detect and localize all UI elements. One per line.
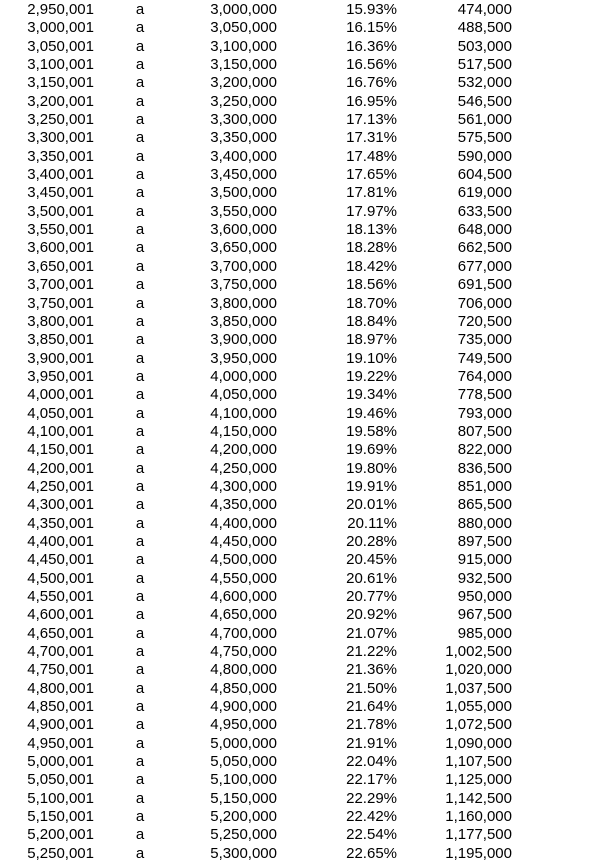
range-from-cell: 3,800,001 [27,312,94,330]
range-separator-cell: a [135,404,145,422]
range-from-cell: 3,450,001 [27,184,94,202]
rate-cell: 22.42% [346,808,397,826]
rate-cell: 18.28% [346,239,397,257]
table-row [0,111,594,129]
range-separator-cell: a [135,202,145,220]
range-to-cell: 5,000,000 [210,734,277,752]
range-separator-cell: a [135,624,145,642]
range-separator-cell: a [135,147,145,165]
range-separator-cell: a [135,294,145,312]
rate-cell: 21.91% [346,734,397,752]
range-to-cell: 4,650,000 [210,606,277,624]
range-separator-cell: a [135,661,145,679]
range-to-cell: 3,400,000 [210,147,277,165]
range-from-cell: 4,400,001 [27,532,94,550]
table-row [0,441,594,459]
rate-cell: 18.97% [346,331,397,349]
range-from-cell: 3,250,001 [27,111,94,129]
table-row [0,716,594,734]
rate-cell: 19.46% [346,404,397,422]
range-from-cell: 4,800,001 [27,679,94,697]
range-from-cell: 3,900,001 [27,349,94,367]
range-separator-cell: a [135,331,145,349]
range-from-cell: 4,000,001 [27,386,94,404]
range-to-cell: 4,600,000 [210,588,277,605]
table-row [0,405,594,423]
range-separator-cell: a [135,569,145,587]
range-separator-cell: a [135,477,145,495]
amount-cell: 822,000 [457,441,512,459]
range-separator-cell: a [135,1,145,18]
rate-cell: 16.76% [346,74,397,92]
rate-cell: 16.95% [346,92,397,110]
amount-cell: 1,090,000 [445,734,512,752]
range-separator-cell: a [135,367,145,385]
range-separator-cell: a [135,19,145,37]
rate-cell: 20.61% [346,569,397,587]
range-separator-cell: a [135,606,145,624]
rate-table [0,1,594,863]
table-row [0,331,594,349]
rate-cell: 21.07% [346,624,397,642]
rate-cell: 16.15% [346,19,397,37]
table-row [0,698,594,716]
range-separator-cell: a [135,422,145,440]
range-to-cell: 4,000,000 [210,367,277,385]
range-to-cell: 5,250,000 [210,826,277,844]
table-row [0,350,594,368]
table-row [0,845,594,863]
amount-cell: 561,000 [457,111,512,129]
rate-cell: 21.50% [346,679,397,697]
table-row [0,221,594,239]
amount-cell: 604,500 [457,166,512,184]
amount-cell: 1,072,500 [445,716,512,734]
table-row [0,1,594,19]
table-row [0,661,594,679]
range-separator-cell: a [135,643,145,661]
range-separator-cell: a [135,826,145,844]
range-to-cell: 4,900,000 [210,698,277,716]
range-separator-cell: a [135,844,145,862]
range-to-cell: 5,100,000 [210,771,277,789]
table-row [0,570,594,588]
range-separator-cell: a [135,386,145,404]
range-separator-cell: a [135,771,145,789]
amount-cell: 950,000 [457,588,512,605]
table-row [0,386,594,404]
table-row [0,313,594,331]
range-to-cell: 4,350,000 [210,496,277,514]
range-to-cell: 3,950,000 [210,349,277,367]
range-from-cell: 5,250,001 [27,844,94,862]
range-to-cell: 5,200,000 [210,808,277,826]
amount-cell: 1,020,000 [445,661,512,679]
range-to-cell: 4,700,000 [210,624,277,642]
range-separator-cell: a [135,698,145,716]
table-row [0,680,594,698]
range-from-cell: 4,050,001 [27,404,94,422]
amount-cell: 648,000 [457,221,512,239]
range-separator-cell: a [135,92,145,110]
range-from-cell: 4,750,001 [27,661,94,679]
range-from-cell: 5,150,001 [27,808,94,826]
amount-cell: 691,500 [457,276,512,294]
amount-cell: 793,000 [457,404,512,422]
range-to-cell: 3,550,000 [210,202,277,220]
range-to-cell: 4,950,000 [210,716,277,734]
range-from-cell: 5,050,001 [27,771,94,789]
rate-cell: 18.13% [346,221,397,239]
rate-cell: 19.22% [346,367,397,385]
range-to-cell: 3,350,000 [210,129,277,147]
range-from-cell: 4,600,001 [27,606,94,624]
range-separator-cell: a [135,276,145,294]
range-from-cell: 2,950,001 [27,1,94,18]
range-to-cell: 3,100,000 [210,37,277,55]
range-separator-cell: a [135,789,145,807]
rate-cell: 17.31% [346,129,397,147]
range-from-cell: 5,200,001 [27,826,94,844]
table-row [0,368,594,386]
range-to-cell: 4,450,000 [210,532,277,550]
range-separator-cell: a [135,166,145,184]
range-to-cell: 4,400,000 [210,514,277,532]
range-from-cell: 3,050,001 [27,37,94,55]
amount-cell: 633,500 [457,202,512,220]
range-from-cell: 4,700,001 [27,643,94,661]
rate-cell: 22.54% [346,826,397,844]
table-row [0,826,594,844]
rate-cell: 17.81% [346,184,397,202]
rate-cell: 22.29% [346,789,397,807]
table-row [0,74,594,92]
range-to-cell: 4,150,000 [210,422,277,440]
range-to-cell: 3,650,000 [210,239,277,257]
range-separator-cell: a [135,734,145,752]
range-from-cell: 4,900,001 [27,716,94,734]
amount-cell: 880,000 [457,514,512,532]
range-to-cell: 3,150,000 [210,56,277,74]
rate-cell: 18.84% [346,312,397,330]
range-from-cell: 4,200,001 [27,459,94,477]
table-row [0,184,594,202]
table-row [0,606,594,624]
table-row [0,148,594,166]
range-separator-cell: a [135,56,145,74]
rate-cell: 16.36% [346,37,397,55]
range-separator-cell: a [135,679,145,697]
range-separator-cell: a [135,532,145,550]
rate-cell: 20.28% [346,532,397,550]
range-separator-cell: a [135,74,145,92]
range-to-cell: 3,900,000 [210,331,277,349]
amount-cell: 662,500 [457,239,512,257]
range-from-cell: 3,200,001 [27,92,94,110]
range-from-cell: 4,450,001 [27,551,94,569]
table-row [0,790,594,808]
table-row [0,19,594,37]
amount-cell: 1,160,000 [445,808,512,826]
range-to-cell: 4,850,000 [210,679,277,697]
range-from-cell: 4,300,001 [27,496,94,514]
rate-cell: 22.04% [346,753,397,771]
rate-cell: 20.11% [347,514,397,532]
amount-cell: 778,500 [457,386,512,404]
range-from-cell: 3,850,001 [27,331,94,349]
table-row [0,295,594,313]
rate-cell: 19.58% [346,422,397,440]
table-row [0,808,594,826]
range-to-cell: 3,000,000 [210,1,277,18]
range-separator-cell: a [135,459,145,477]
amount-cell: 1,055,000 [445,698,512,716]
amount-cell: 1,177,500 [445,826,512,844]
range-to-cell: 3,450,000 [210,166,277,184]
amount-cell: 546,500 [457,92,512,110]
table-row [0,276,594,294]
amount-cell: 503,000 [457,37,512,55]
range-separator-cell: a [135,588,145,605]
range-to-cell: 4,250,000 [210,459,277,477]
range-to-cell: 5,300,000 [210,844,277,862]
table-row [0,533,594,551]
range-to-cell: 3,500,000 [210,184,277,202]
range-from-cell: 3,400,001 [27,166,94,184]
amount-cell: 720,500 [457,312,512,330]
range-to-cell: 3,700,000 [210,257,277,275]
rate-cell: 18.70% [346,294,397,312]
amount-cell: 932,500 [457,569,512,587]
table-row [0,515,594,533]
rate-cell: 17.65% [346,166,397,184]
range-separator-cell: a [135,129,145,147]
table-row [0,166,594,184]
rate-cell: 21.36% [346,661,397,679]
amount-cell: 897,500 [457,532,512,550]
table-row [0,460,594,478]
range-separator-cell: a [135,184,145,202]
range-separator-cell: a [135,514,145,532]
range-to-cell: 4,550,000 [210,569,277,587]
rate-cell: 20.92% [346,606,397,624]
amount-cell: 851,000 [457,477,512,495]
rate-cell: 19.34% [346,386,397,404]
range-separator-cell: a [135,221,145,239]
table-row [0,93,594,111]
range-separator-cell: a [135,349,145,367]
range-from-cell: 3,300,001 [27,129,94,147]
range-separator-cell: a [135,312,145,330]
rate-cell: 15.93% [346,1,397,18]
range-to-cell: 3,800,000 [210,294,277,312]
rate-cell: 17.48% [346,147,397,165]
amount-cell: 1,002,500 [445,643,512,661]
rate-cell: 19.91% [346,477,397,495]
amount-cell: 764,000 [457,367,512,385]
range-from-cell: 3,100,001 [27,56,94,74]
range-from-cell: 4,650,001 [27,624,94,642]
table-row [0,588,594,606]
rate-cell: 18.56% [346,276,397,294]
range-separator-cell: a [135,441,145,459]
range-from-cell: 3,000,001 [27,19,94,37]
rate-cell: 20.77% [346,588,397,605]
table-row [0,735,594,753]
amount-cell: 677,000 [457,257,512,275]
range-to-cell: 4,300,000 [210,477,277,495]
table-row [0,753,594,771]
table-row [0,258,594,276]
rate-cell: 20.01% [346,496,397,514]
amount-cell: 532,000 [457,74,512,92]
table-row [0,56,594,74]
amount-cell: 1,037,500 [445,679,512,697]
range-to-cell: 5,050,000 [210,753,277,771]
table-row [0,771,594,789]
range-to-cell: 4,050,000 [210,386,277,404]
rate-cell: 21.22% [346,643,397,661]
range-from-cell: 5,100,001 [27,789,94,807]
range-from-cell: 3,750,001 [27,294,94,312]
range-to-cell: 3,750,000 [210,276,277,294]
range-from-cell: 3,700,001 [27,276,94,294]
range-to-cell: 4,800,000 [210,661,277,679]
table-row [0,239,594,257]
range-to-cell: 3,050,000 [210,19,277,37]
range-from-cell: 5,000,001 [27,753,94,771]
range-from-cell: 3,950,001 [27,367,94,385]
amount-cell: 807,500 [457,422,512,440]
range-from-cell: 4,850,001 [27,698,94,716]
amount-cell: 619,000 [457,184,512,202]
range-from-cell: 4,250,001 [27,477,94,495]
rate-cell: 17.97% [346,202,397,220]
rate-cell: 19.69% [346,441,397,459]
table-row [0,38,594,56]
amount-cell: 967,500 [457,606,512,624]
range-to-cell: 3,850,000 [210,312,277,330]
amount-cell: 865,500 [457,496,512,514]
range-separator-cell: a [135,753,145,771]
rate-cell: 22.65% [346,844,397,862]
range-from-cell: 3,350,001 [27,147,94,165]
range-to-cell: 4,100,000 [210,404,277,422]
range-from-cell: 3,500,001 [27,202,94,220]
range-to-cell: 5,150,000 [210,789,277,807]
amount-cell: 915,000 [457,551,512,569]
range-to-cell: 4,500,000 [210,551,277,569]
amount-cell: 749,500 [457,349,512,367]
rate-cell: 19.10% [346,349,397,367]
range-separator-cell: a [135,551,145,569]
table-row [0,129,594,147]
range-from-cell: 3,550,001 [27,221,94,239]
rate-cell: 16.56% [346,56,397,74]
range-separator-cell: a [135,239,145,257]
amount-cell: 517,500 [457,56,512,74]
range-from-cell: 4,500,001 [27,569,94,587]
range-from-cell: 4,150,001 [27,441,94,459]
rate-cell: 19.80% [346,459,397,477]
table-row [0,551,594,569]
range-from-cell: 4,350,001 [27,514,94,532]
range-from-cell: 3,650,001 [27,257,94,275]
amount-cell: 706,000 [457,294,512,312]
amount-cell: 1,195,000 [445,844,512,862]
table-row [0,423,594,441]
table-row [0,625,594,643]
amount-cell: 735,000 [457,331,512,349]
rate-cell: 18.42% [346,257,397,275]
range-separator-cell: a [135,496,145,514]
range-to-cell: 4,200,000 [210,441,277,459]
range-to-cell: 3,600,000 [210,221,277,239]
range-from-cell: 3,600,001 [27,239,94,257]
range-from-cell: 4,100,001 [27,422,94,440]
rate-cell: 20.45% [346,551,397,569]
amount-cell: 985,000 [457,624,512,642]
amount-cell: 1,107,500 [445,753,512,771]
range-separator-cell: a [135,37,145,55]
amount-cell: 1,125,000 [445,771,512,789]
amount-cell: 474,000 [457,1,512,18]
range-from-cell: 4,950,001 [27,734,94,752]
table-row [0,643,594,661]
rate-cell: 21.78% [346,716,397,734]
range-separator-cell: a [135,111,145,129]
range-from-cell: 3,150,001 [27,74,94,92]
rate-cell: 22.17% [346,771,397,789]
range-separator-cell: a [135,808,145,826]
range-to-cell: 3,250,000 [210,92,277,110]
range-to-cell: 3,200,000 [210,74,277,92]
range-separator-cell: a [135,716,145,734]
rate-cell: 17.13% [346,111,397,129]
range-separator-cell: a [135,257,145,275]
range-to-cell: 3,300,000 [210,111,277,129]
amount-cell: 836,500 [457,459,512,477]
amount-cell: 1,142,500 [445,789,512,807]
table-row [0,203,594,221]
amount-cell: 488,500 [457,19,512,37]
rate-cell: 21.64% [346,698,397,716]
amount-cell: 590,000 [457,147,512,165]
table-row [0,478,594,496]
range-to-cell: 4,750,000 [210,643,277,661]
table-row [0,496,594,514]
amount-cell: 575,500 [457,129,512,147]
range-from-cell: 4,550,001 [27,588,94,605]
